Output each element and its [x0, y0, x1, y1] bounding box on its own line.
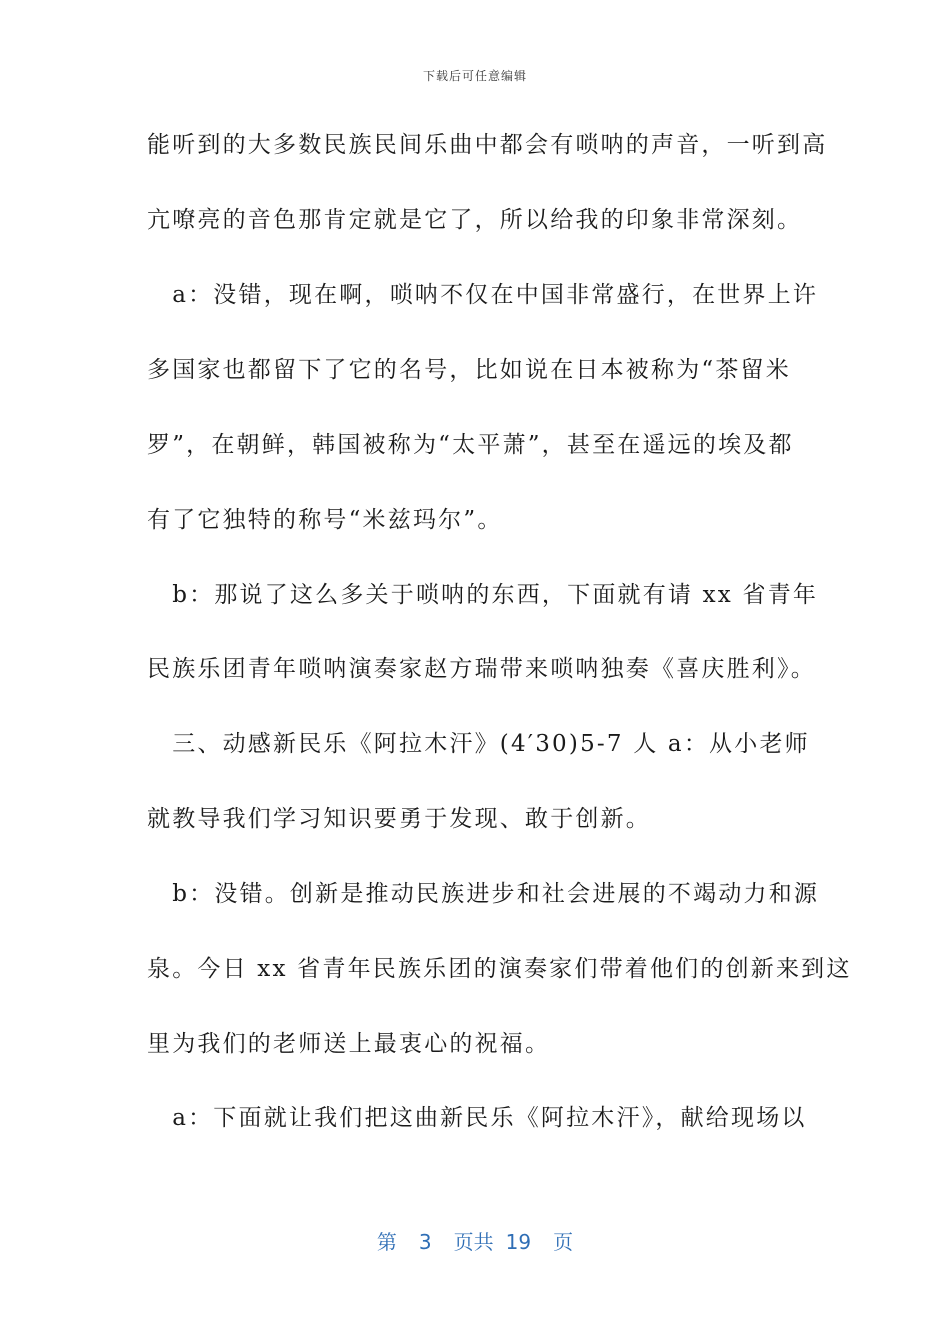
- page-middle: 页共: [453, 1230, 494, 1254]
- page-footer: [0, 1226, 950, 1255]
- text-line: a：下面就让我们把这曲新民乐《阿拉木汗》，献给现场以: [147, 1105, 807, 1131]
- text-line: 多国家也都留下了它的名号，比如说在日本被称为“茶留米: [147, 357, 791, 383]
- total-pages: 19: [505, 1230, 532, 1254]
- header-note: 下载后可任意编辑: [422, 69, 527, 83]
- page-prefix: 第: [376, 1230, 397, 1254]
- text-line: b：那说了这么多关于唢呐的东西，下面就有请 xx 省青年: [147, 582, 819, 608]
- text-line: 亢嘹亮的音色那肯定就是它了，所以给我的印象非常深刻。: [147, 207, 803, 233]
- page-number: 3: [418, 1230, 432, 1254]
- text-line: 罗”，在朝鲜，韩国被称为“太平萧”，甚至在遥远的埃及都: [147, 432, 794, 458]
- text-line: a：没错，现在啊，唢呐不仅在中国非常盛行，在世界上许: [147, 282, 819, 308]
- text-line: 三、动感新民乐《阿拉木汗》(4′30)5-7 人 a：从小老师: [147, 731, 810, 757]
- text-line: 就教导我们学习知识要勇于发现、敢于创新。: [147, 806, 651, 832]
- text-line: 有了它独特的称号“米兹玛尔”。: [147, 507, 503, 533]
- text-line: 能听到的大多数民族民间乐曲中都会有唢呐的声音，一听到高: [147, 132, 828, 158]
- text-line: 民族乐团青年唢呐演奏家赵方瑞带来唢呐独奏《喜庆胜利》。: [147, 656, 816, 682]
- text-line: b：没错。创新是推动民族进步和社会进展的不竭动力和源: [147, 881, 820, 907]
- text-line: 泉。今日 xx 省青年民族乐团的演奏家们带着他们的创新来到这: [147, 956, 852, 982]
- page-suffix: 页: [553, 1230, 574, 1254]
- text-line: 里为我们的老师送上最衷心的祝福。: [147, 1031, 551, 1057]
